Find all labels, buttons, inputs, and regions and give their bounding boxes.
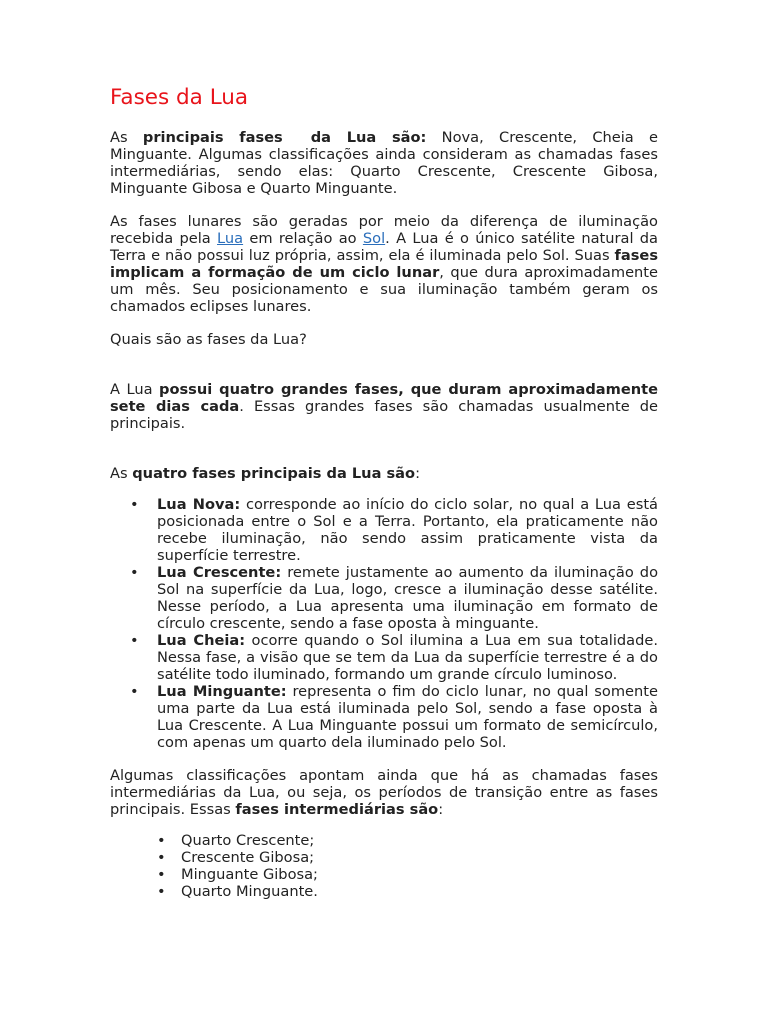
bold-text: da Lua são: — [310, 129, 427, 146]
text-run: As — [110, 465, 133, 482]
bold-text: fases intermediárias são — [235, 801, 439, 818]
intermediate-phases-list — [110, 832, 658, 900]
phase-name: Minguante Gibosa; — [181, 866, 318, 883]
bullet-icon: • — [157, 832, 166, 849]
phase-name: Quarto Crescente; — [181, 832, 315, 849]
text-run: . Essas grandes fases são chamadas usualmente de principais. — [110, 398, 658, 432]
text-run: Nova, Crescente, Cheia e Minguante. Algumas classificações ainda consideram as chamadas fases intermediárias, sendo elas: Quarto Crescente, Crescente Gibosa, Minguante Gibosa e Quarto Minguante. — [110, 129, 659, 197]
main-phases-intro — [110, 465, 658, 482]
list-item — [110, 883, 658, 900]
text-run: As fases lunares são geradas por meio da diferença de iluminação recebida pela — [110, 213, 658, 247]
bullet-icon: • — [157, 849, 166, 866]
bullet-icon: • — [130, 564, 139, 581]
text-run: As — [110, 129, 143, 146]
list-item — [110, 849, 658, 866]
list-item — [110, 564, 658, 632]
question-heading: Quais são as fases da Lua? — [110, 331, 307, 348]
document-content — [110, 84, 658, 900]
bullet-icon: • — [157, 883, 166, 900]
text-run: , que dura aproximadamente um mês. Seu posicionamento e sua iluminação também geram os chamados eclipses lunares. — [110, 264, 658, 315]
phase-name: Lua Cheia: — [157, 632, 246, 649]
text-run: : — [438, 801, 444, 818]
phase-name: Lua Minguante: — [157, 683, 287, 700]
bullet-icon: • — [157, 866, 166, 883]
bullet-icon: • — [130, 683, 139, 700]
phase-name: Crescente Gibosa; — [181, 849, 315, 866]
bold-text: fases implicam a formação de um ciclo lunar — [110, 247, 658, 281]
phase-name: Lua Crescente: — [157, 564, 282, 581]
intro-paragraph — [110, 129, 658, 197]
phase-description: representa o fim do ciclo lunar, no qual somente uma parte da Lua está iluminada pelo Sol, sendo a fase oposta à Lua Crescente. A Lua Minguante possui um formato de semicírculo, com apenas um quarto dela iluminado pelo Sol. — [157, 683, 658, 751]
bullet-icon: • — [130, 632, 139, 649]
text-run: Algumas classificações apontam ainda que há as chamadas fases intermediárias da Lua, ou seja, os períodos de transição entre as fases principais. Essas — [110, 767, 658, 818]
phase-description: remete justamente ao aumento da iluminação do Sol na superfície da Lua, logo, cresce a iluminação desse satélite. Nesse período, a Lua apresenta uma iluminação em formato de círculo crescente, sendo a fase oposta à minguante. — [157, 564, 658, 632]
phase-description: corresponde ao início do ciclo solar, no qual a Lua está posicionada entre o Sol e a Terra. Portanto, ela praticamente não recebe iluminação, não sendo assim praticamente vista da superfície terrestre. — [157, 496, 659, 564]
bullet-icon: • — [130, 496, 139, 513]
phase-name: Quarto Minguante. — [181, 883, 318, 900]
main-phases-list — [110, 496, 658, 751]
lunar-phases-paragraph — [110, 213, 658, 315]
sol-link[interactable]: Sol — [362, 230, 386, 247]
list-item — [110, 632, 658, 683]
text-run: em relação ao — [243, 230, 363, 247]
intermediate-phases-paragraph — [110, 767, 658, 818]
list-item — [110, 832, 658, 849]
bold-text: possui quatro grandes fases, que duram aproximadamente sete dias cada — [110, 381, 659, 415]
list-item — [110, 683, 658, 751]
phase-name: Lua Nova: — [157, 496, 241, 513]
phase-description: ocorre quando o Sol ilumina a Lua em sua totalidade. Nessa fase, a visão que se tem da Lua da superfície terrestre é a do satélite todo iluminado, formando um grande círculo luminoso. — [157, 632, 658, 683]
bold-text: principais fases — [142, 129, 283, 146]
text-run: : — [415, 465, 420, 482]
text-run: A Lua — [110, 381, 159, 398]
bold-text: quatro fases principais da Lua são — [132, 465, 416, 482]
list-item — [110, 866, 658, 883]
four-phases-paragraph — [110, 381, 658, 432]
lua-link[interactable]: Lua — [217, 230, 244, 247]
list-item — [110, 496, 658, 564]
text-run: . A Lua é o único satélite natural da Terra e não possui luz própria, assim, ela é iluminada pelo Sol. Suas — [110, 230, 659, 264]
page-title: Fases da Lua — [110, 85, 249, 110]
